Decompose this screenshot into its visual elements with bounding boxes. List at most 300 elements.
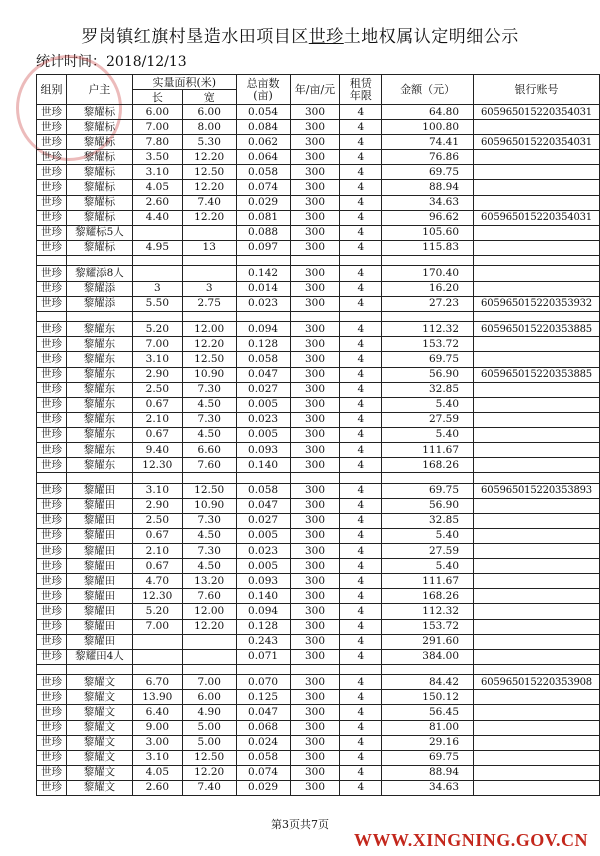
- table-cell: 4: [340, 180, 382, 195]
- table-cell: 7.30: [182, 513, 236, 528]
- table-cell: 4: [340, 705, 382, 720]
- empty-cell: [37, 255, 67, 266]
- table-cell: 12.20: [182, 337, 236, 352]
- table-cell: 世珍: [37, 765, 67, 780]
- table-cell: 12.20: [182, 210, 236, 225]
- table-cell: 5.00: [182, 720, 236, 735]
- table-cell: [474, 458, 600, 473]
- table-cell: 300: [290, 412, 340, 427]
- empty-cell: [382, 664, 474, 675]
- table-cell: 300: [290, 735, 340, 750]
- table-cell: 4: [340, 619, 382, 634]
- table-cell: 世珍: [37, 367, 67, 382]
- table-cell: 黎耀添8人: [66, 266, 132, 281]
- table-cell: 0.128: [236, 337, 290, 352]
- table-cell: 0.058: [236, 165, 290, 180]
- table-cell: 4: [340, 750, 382, 765]
- table-cell: 4.95: [132, 240, 182, 255]
- empty-cell: [340, 311, 382, 322]
- table-cell: 4: [340, 589, 382, 604]
- table-cell: 3.10: [132, 352, 182, 367]
- table-cell: [474, 589, 600, 604]
- table-cell: 300: [290, 225, 340, 240]
- table-cell: 世珍: [37, 720, 67, 735]
- table-cell: 4: [340, 765, 382, 780]
- table-cell: [132, 634, 182, 649]
- table-cell: 111.67: [382, 442, 474, 457]
- table-cell: 6.60: [182, 442, 236, 457]
- table-cell: 10.90: [182, 367, 236, 382]
- table-row: [37, 544, 600, 559]
- table-row: [37, 675, 600, 690]
- table-cell: 0.058: [236, 750, 290, 765]
- table-cell: [474, 574, 600, 589]
- table-cell: 4: [340, 210, 382, 225]
- table-cell: 300: [290, 322, 340, 337]
- table-row: [37, 619, 600, 634]
- empty-cell: [37, 664, 67, 675]
- empty-cell: [132, 473, 182, 484]
- table-cell: 8.00: [182, 120, 236, 135]
- table-cell: [474, 266, 600, 281]
- table-cell: 6.70: [132, 675, 182, 690]
- empty-cell: [474, 255, 600, 266]
- table-cell: 5.40: [382, 559, 474, 574]
- table-cell: 0.071: [236, 649, 290, 664]
- table-cell: 0.094: [236, 604, 290, 619]
- table-body: [37, 105, 600, 796]
- table-cell: 4: [340, 195, 382, 210]
- table-cell: 0.088: [236, 225, 290, 240]
- table-cell: 7.00: [132, 619, 182, 634]
- table-cell: 0.243: [236, 634, 290, 649]
- table-cell: 黎耀田: [66, 513, 132, 528]
- table-row: [37, 281, 600, 296]
- table-cell: 4: [340, 165, 382, 180]
- page-title: [0, 22, 600, 47]
- empty-cell: [37, 311, 67, 322]
- header-owner: 户主: [66, 75, 132, 105]
- empty-cell: [382, 473, 474, 484]
- table-cell: 7.30: [182, 544, 236, 559]
- table-cell: 世珍: [37, 675, 67, 690]
- table-cell: 4: [340, 649, 382, 664]
- table-cell: 黎耀文: [66, 735, 132, 750]
- table-cell: 12.30: [132, 589, 182, 604]
- table-cell: 4: [340, 735, 382, 750]
- table-cell: 13: [182, 240, 236, 255]
- table-cell: 0.084: [236, 120, 290, 135]
- header-total-mu: 总亩数 (亩): [236, 75, 290, 105]
- table-cell: 300: [290, 513, 340, 528]
- table-cell: 0.058: [236, 352, 290, 367]
- table-cell: 黎耀东: [66, 412, 132, 427]
- table-cell: 605965015220353908: [474, 675, 600, 690]
- empty-cell: [66, 664, 132, 675]
- table-cell: 2.50: [132, 513, 182, 528]
- separator-row: [37, 311, 600, 322]
- table-cell: 7.40: [182, 195, 236, 210]
- table-cell: 4: [340, 690, 382, 705]
- table-cell: 7.80: [132, 135, 182, 150]
- table-cell: 3.10: [132, 483, 182, 498]
- table-cell: 4: [340, 225, 382, 240]
- table-cell: 世珍: [37, 559, 67, 574]
- table-cell: 291.60: [382, 634, 474, 649]
- table-cell: 黎耀标: [66, 240, 132, 255]
- table-cell: 世珍: [37, 705, 67, 720]
- table-cell: 4: [340, 780, 382, 795]
- table-cell: 111.67: [382, 574, 474, 589]
- table-cell: 605965015220354031: [474, 135, 600, 150]
- table-cell: 4: [340, 720, 382, 735]
- table-cell: 300: [290, 544, 340, 559]
- table-cell: 4: [340, 150, 382, 165]
- table-row: [37, 705, 600, 720]
- table-row: [37, 634, 600, 649]
- table-cell: 0.67: [132, 397, 182, 412]
- table-cell: [182, 649, 236, 664]
- table-cell: 0.125: [236, 690, 290, 705]
- table-cell: 605965015220353885: [474, 322, 600, 337]
- table-cell: 2.90: [132, 367, 182, 382]
- table-row: [37, 720, 600, 735]
- table-cell: 100.80: [382, 120, 474, 135]
- table-cell: 69.75: [382, 352, 474, 367]
- table-cell: 世珍: [37, 427, 67, 442]
- table-cell: 300: [290, 296, 340, 311]
- table-cell: 13.90: [132, 690, 182, 705]
- table-cell: 5.20: [132, 322, 182, 337]
- table-cell: 27.59: [382, 544, 474, 559]
- table-cell: 300: [290, 675, 340, 690]
- table-cell: 黎耀田4人: [66, 649, 132, 664]
- table-cell: 3: [182, 281, 236, 296]
- table-row: [37, 195, 600, 210]
- table-cell: [474, 765, 600, 780]
- table-cell: 7.30: [182, 412, 236, 427]
- table-cell: 黎耀文: [66, 675, 132, 690]
- table-cell: 4: [340, 442, 382, 457]
- table-cell: 0.140: [236, 589, 290, 604]
- table-row: [37, 458, 600, 473]
- table-cell: 12.50: [182, 750, 236, 765]
- empty-cell: [236, 473, 290, 484]
- table-cell: 12.50: [182, 165, 236, 180]
- table-cell: 300: [290, 180, 340, 195]
- table-cell: 32.85: [382, 382, 474, 397]
- table-cell: 56.90: [382, 498, 474, 513]
- table-cell: 黎耀田: [66, 544, 132, 559]
- table-cell: 世珍: [37, 750, 67, 765]
- table-cell: 4: [340, 240, 382, 255]
- table-cell: 74.41: [382, 135, 474, 150]
- table-cell: 5.50: [132, 296, 182, 311]
- table-cell: 69.75: [382, 483, 474, 498]
- table-cell: 黎耀文: [66, 750, 132, 765]
- empty-cell: [236, 255, 290, 266]
- table-cell: [474, 544, 600, 559]
- table-cell: 170.40: [382, 266, 474, 281]
- table-cell: [474, 528, 600, 543]
- table-cell: [474, 619, 600, 634]
- table-cell: 世珍: [37, 210, 67, 225]
- table-row: [37, 412, 600, 427]
- table-cell: 4.50: [182, 397, 236, 412]
- table-cell: 世珍: [37, 513, 67, 528]
- table-cell: 300: [290, 266, 340, 281]
- table-cell: 153.72: [382, 619, 474, 634]
- table-cell: 3.50: [132, 150, 182, 165]
- table-cell: 4.70: [132, 574, 182, 589]
- table-row: [37, 135, 600, 150]
- table-row: [37, 690, 600, 705]
- table-cell: 4: [340, 544, 382, 559]
- separator-row: [37, 473, 600, 484]
- table-cell: 4: [340, 604, 382, 619]
- table-cell: 300: [290, 382, 340, 397]
- table-cell: 黎耀添: [66, 296, 132, 311]
- empty-cell: [132, 311, 182, 322]
- table-row: [37, 225, 600, 240]
- table-cell: 112.32: [382, 604, 474, 619]
- table-cell: 7.40: [182, 780, 236, 795]
- table-cell: 0.023: [236, 412, 290, 427]
- table-cell: 300: [290, 397, 340, 412]
- table-cell: 34.63: [382, 195, 474, 210]
- table-cell: 76.86: [382, 150, 474, 165]
- table-cell: 112.32: [382, 322, 474, 337]
- table-cell: 4: [340, 322, 382, 337]
- title-highlight: 世珍: [308, 27, 344, 47]
- table-cell: 2.10: [132, 412, 182, 427]
- table-cell: 世珍: [37, 574, 67, 589]
- table-cell: 27.23: [382, 296, 474, 311]
- separator-row: [37, 255, 600, 266]
- table-cell: 2.10: [132, 544, 182, 559]
- title-prefix: 罗岗镇红旗村垦造水田项目区: [81, 27, 309, 47]
- table-cell: 300: [290, 483, 340, 498]
- table-cell: 世珍: [37, 352, 67, 367]
- table-cell: 世珍: [37, 498, 67, 513]
- table-cell: 0.005: [236, 427, 290, 442]
- table-cell: 黎耀田: [66, 619, 132, 634]
- table-cell: 6.00: [182, 690, 236, 705]
- table-cell: 4: [340, 281, 382, 296]
- table-cell: 3.10: [132, 750, 182, 765]
- header-amount: 金额（元）: [382, 75, 474, 105]
- table-cell: 56.45: [382, 705, 474, 720]
- table-cell: 黎耀文: [66, 765, 132, 780]
- table-cell: 黎耀标: [66, 165, 132, 180]
- table-cell: 0.005: [236, 559, 290, 574]
- table-cell: [474, 690, 600, 705]
- table-cell: 世珍: [37, 105, 67, 120]
- table-cell: 0.023: [236, 544, 290, 559]
- table-cell: 黎耀田: [66, 498, 132, 513]
- table-cell: 88.94: [382, 180, 474, 195]
- table-cell: 世珍: [37, 528, 67, 543]
- table-cell: 300: [290, 634, 340, 649]
- table-cell: 300: [290, 604, 340, 619]
- table-cell: 9.40: [132, 442, 182, 457]
- header-area: 实量面积(米): [132, 75, 236, 90]
- table-cell: 153.72: [382, 337, 474, 352]
- table-cell: 世珍: [37, 634, 67, 649]
- table-cell: 黎耀田: [66, 634, 132, 649]
- table-cell: 世珍: [37, 296, 67, 311]
- table-cell: 0.074: [236, 765, 290, 780]
- empty-cell: [236, 664, 290, 675]
- table-cell: 黎耀标: [66, 105, 132, 120]
- table-cell: 12.30: [132, 458, 182, 473]
- table-cell: 0.093: [236, 574, 290, 589]
- empty-cell: [66, 311, 132, 322]
- table-cell: 300: [290, 559, 340, 574]
- table-row: [37, 382, 600, 397]
- table-cell: 4: [340, 382, 382, 397]
- table-cell: 0.024: [236, 735, 290, 750]
- empty-cell: [182, 664, 236, 675]
- table-cell: 12.20: [182, 765, 236, 780]
- table-cell: 7.60: [182, 589, 236, 604]
- table-row: [37, 649, 600, 664]
- table-cell: 12.50: [182, 483, 236, 498]
- table-cell: 黎耀标: [66, 195, 132, 210]
- table-cell: [182, 225, 236, 240]
- table-cell: 300: [290, 150, 340, 165]
- table-cell: 世珍: [37, 780, 67, 795]
- table-cell: 0.068: [236, 720, 290, 735]
- table-cell: 黎耀东: [66, 382, 132, 397]
- table-cell: 黎耀东: [66, 458, 132, 473]
- table-cell: 12.00: [182, 322, 236, 337]
- table-cell: 88.94: [382, 765, 474, 780]
- table-cell: 7.00: [132, 337, 182, 352]
- table-cell: 0.128: [236, 619, 290, 634]
- table-cell: 4.05: [132, 765, 182, 780]
- table-cell: 7.60: [182, 458, 236, 473]
- table-cell: 84.42: [382, 675, 474, 690]
- table-row: [37, 210, 600, 225]
- table-cell: 黎耀田: [66, 604, 132, 619]
- table-cell: 34.63: [382, 780, 474, 795]
- table-cell: 115.83: [382, 240, 474, 255]
- table-cell: [474, 225, 600, 240]
- table-cell: 300: [290, 750, 340, 765]
- table-cell: [474, 412, 600, 427]
- table-cell: 168.26: [382, 458, 474, 473]
- table-cell: 0.097: [236, 240, 290, 255]
- table-cell: 黎耀东: [66, 367, 132, 382]
- table-cell: [474, 165, 600, 180]
- empty-cell: [382, 255, 474, 266]
- table-cell: 黎耀标: [66, 150, 132, 165]
- table-row: [37, 150, 600, 165]
- table-row: [37, 559, 600, 574]
- table-cell: 300: [290, 337, 340, 352]
- table-cell: 4: [340, 574, 382, 589]
- empty-cell: [474, 311, 600, 322]
- table-row: [37, 498, 600, 513]
- header-group: 组别: [37, 75, 67, 105]
- empty-cell: [340, 664, 382, 675]
- table-cell: [474, 195, 600, 210]
- table-cell: 12.20: [182, 150, 236, 165]
- table-cell: 300: [290, 195, 340, 210]
- table-cell: 2.60: [132, 780, 182, 795]
- table-cell: 4: [340, 427, 382, 442]
- table-cell: 0.005: [236, 528, 290, 543]
- table-cell: 4.50: [182, 427, 236, 442]
- table-cell: 105.60: [382, 225, 474, 240]
- table-cell: [474, 705, 600, 720]
- table-cell: 300: [290, 210, 340, 225]
- table-cell: 黎耀文: [66, 720, 132, 735]
- table-row: [37, 528, 600, 543]
- table-cell: 300: [290, 574, 340, 589]
- table-cell: 4: [340, 675, 382, 690]
- table-cell: 4: [340, 120, 382, 135]
- table-cell: 0.67: [132, 427, 182, 442]
- table-cell: 黎耀标: [66, 120, 132, 135]
- table-cell: 2.60: [132, 195, 182, 210]
- table-cell: 黎耀文: [66, 780, 132, 795]
- table-cell: 黎耀东: [66, 427, 132, 442]
- table-cell: 世珍: [37, 281, 67, 296]
- table-cell: [474, 750, 600, 765]
- table-row: [37, 750, 600, 765]
- table-cell: [474, 634, 600, 649]
- stat-date: 2018/12/13: [106, 54, 187, 70]
- table-cell: 0.142: [236, 266, 290, 281]
- table-cell: 300: [290, 458, 340, 473]
- table-cell: 2.50: [132, 382, 182, 397]
- table-row: [37, 266, 600, 281]
- table-cell: 黎耀田: [66, 528, 132, 543]
- table-row: [37, 397, 600, 412]
- empty-cell: [382, 311, 474, 322]
- table-row: [37, 296, 600, 311]
- table-cell: 69.75: [382, 750, 474, 765]
- table-cell: [474, 442, 600, 457]
- table-cell: 300: [290, 690, 340, 705]
- empty-cell: [236, 311, 290, 322]
- table-row: [37, 589, 600, 604]
- table-cell: 4.50: [182, 559, 236, 574]
- table-cell: 300: [290, 619, 340, 634]
- table-cell: 黎耀标: [66, 180, 132, 195]
- table-cell: 605965015220354031: [474, 105, 600, 120]
- table-cell: 300: [290, 367, 340, 382]
- header-width: 宽: [182, 90, 236, 105]
- empty-cell: [132, 664, 182, 675]
- table-cell: 3.00: [132, 735, 182, 750]
- table-cell: 0.023: [236, 296, 290, 311]
- table-cell: 黎耀东: [66, 322, 132, 337]
- table-cell: 300: [290, 589, 340, 604]
- table-cell: [182, 266, 236, 281]
- table-cell: 300: [290, 649, 340, 664]
- table-cell: 5.40: [382, 427, 474, 442]
- table-cell: 300: [290, 352, 340, 367]
- table-cell: 605965015220353932: [474, 296, 600, 311]
- table-cell: 300: [290, 705, 340, 720]
- table-cell: 4: [340, 483, 382, 498]
- table-cell: 4: [340, 559, 382, 574]
- table-cell: 0.081: [236, 210, 290, 225]
- table-cell: 0.027: [236, 382, 290, 397]
